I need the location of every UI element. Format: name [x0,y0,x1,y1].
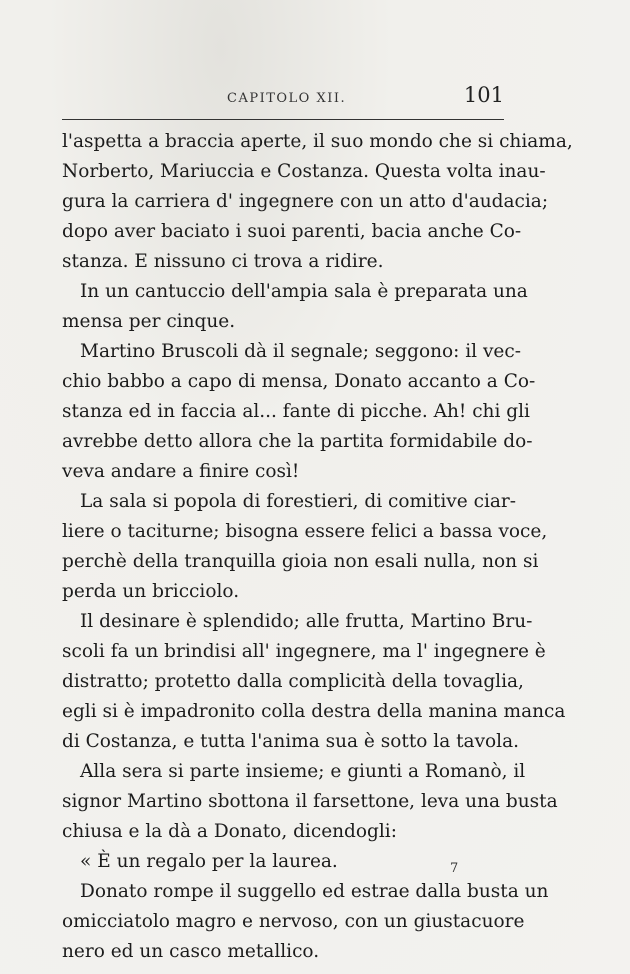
text-line: Martino Bruscoli dà il segnale; seggono: il vec- [80,341,521,362]
text-line: Donato rompe il suggello ed estrae dalla busta un [80,881,549,902]
text-line: Il desinare è splendido; alle frutta, Martino Bru- [80,611,533,632]
body-text [62,127,573,967]
text-line: stanza. E nissuno ci trova a ridire. [62,251,384,272]
text-line: signor Martino sbottona il farsettone, leva una busta [62,791,558,812]
page-number: 101 [463,83,504,107]
text-line: di Costanza, e tutta l'anima sua è sotto la tavola. [62,731,519,752]
text-line: gura la carriera d' ingegnere con un atto d'audacia; [62,191,549,212]
running-head [62,84,504,114]
text-line: dopo aver baciato i suoi parenti, bacia anche Co- [62,221,522,242]
text-line: chio babbo a capo di mensa, Donato accanto a Co- [62,371,536,392]
text-line: chiusa e la dà a Donato, dicendogli: [62,821,397,842]
text-line: perda un bricciolo. [62,581,240,602]
chapter-title: CAPITOLO XII. [227,91,347,106]
text-line: In un cantuccio dell'ampia sala è preparata una [80,281,528,302]
text-line: l'aspetta a braccia aperte, il suo mondo che si chiama, [62,131,573,152]
text-line: scoli fa un brindisi all' ingegnere, ma l' ingegnere è [62,641,546,662]
text-line: « È un regalo per la laurea. [80,851,338,872]
text-line: Norberto, Mariuccia e Costanza. Questa volta inau- [62,161,546,182]
header-rule [62,119,504,120]
text-line: veva andare a finire così! [62,461,300,482]
text-line: omicciatolo magro e nervoso, con un giustacuore [62,911,525,932]
text-line: Alla sera si parte insieme; e giunti a Romanò, il [80,761,526,782]
text-line: distratto; protetto dalla complicità della tovaglia, [62,671,524,692]
text-line: stanza ed in faccia al... fante di picche. Ah! chi gli [62,401,530,422]
text-line: liere o taciturne; bisogna essere felici a bassa voce, [62,521,548,542]
text-line: mensa per cinque. [62,311,236,332]
signature-mark: 7 [450,861,459,876]
text-line: La sala si popola di forestieri, di comitive ciar- [80,491,516,512]
text-line: perchè della tranquilla gioia non esali nulla, non si [62,551,539,572]
text-line: avrebbe detto allora che la partita formidabile do- [62,431,533,452]
text-line: nero ed un casco metallico. [62,941,320,962]
text-line: egli si è impadronito colla destra della manina manca [62,701,566,722]
